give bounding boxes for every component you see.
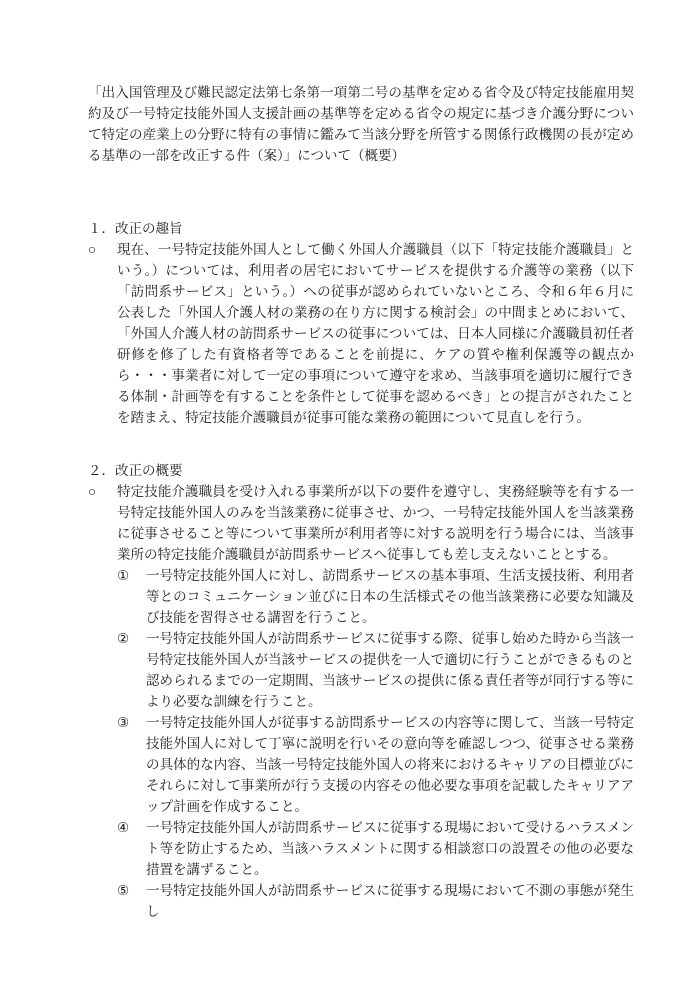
numbered-item-3 xyxy=(88,712,634,817)
section-revision-purpose xyxy=(88,218,634,428)
section-2-lead-paragraph xyxy=(88,481,634,565)
numbered-item-4 xyxy=(88,817,634,880)
circled-number-2-marker: ② xyxy=(117,631,130,646)
circled-number-3-marker: ③ xyxy=(117,715,130,730)
section-1-heading: １．改正の趣旨 xyxy=(88,221,183,236)
numbered-item-text: 一号特定技能外国人に対し、訪問系サービスの基本事項、生活支援技術、利用者等とのコミュニケーション並びに日本の生活様式その他当該業務に必要な知識及び技能を習得させる講習を行うこと。 xyxy=(146,568,634,625)
circled-number-4-marker: ④ xyxy=(117,820,130,835)
section-2-heading: ２．改正の概要 xyxy=(88,463,183,478)
paragraph-text: 特定技能介護職員を受け入れる事業所が以下の要件を遵守し、実務経験等を有する一号特定技能外国人のみを当該業務に従事させ、かつ、一号特定技能外国人を当該業務に従事させること等について事業所が利用者等に対する説明を行う場合には、当該事業所の特定技能介護職員が訪問系サービスへ従事しても差し支えないこととする。 xyxy=(117,484,634,562)
circle-marker: ○ xyxy=(88,484,97,499)
section-revision-outline xyxy=(88,460,634,922)
numbered-item-text: 一号特定技能外国人が訪問系サービスに従事する際、従事し始めた時から当該一号特定技能外国人が当該サービスの提供を一人で適切に行うことができるものと認められるまでの一定期間、当該サービスの提供に係る責任者等が同行する等により必要な訓練を行うこと。 xyxy=(146,631,634,709)
numbered-item-2 xyxy=(88,628,634,712)
numbered-item-text: 一号特定技能外国人が訪問系サービスに従事する現場において受けるハラスメント等を防止するため、当該ハラスメントに関する相談窓口の設置その他の必要な措置を講ずること。 xyxy=(146,820,634,877)
circled-number-5-marker: ⑤ xyxy=(117,883,130,898)
numbered-item-5 xyxy=(88,880,634,922)
numbered-item-text: 一号特定技能外国人が従事する訪問系サービスの内容等に関して、当該一号特定技能外国人に対して丁寧に説明を行いその意向等を確認しつつ、従事させる業務の具体的な内容、当該一号特定技能外国人の将来におけるキャリアの目標並びにそれらに対して事業所が行う支援の内容その他必要な事項を記載したキャリアアップ計画を作成すること。 xyxy=(146,715,634,814)
circle-marker: ○ xyxy=(88,242,97,257)
document-title: 「出入国管理及び難民認定法第七条第一項第二号の基準を定める省令及び特定技能雇用契約及び一号特定技能外国人支援計画の基準等を定める省令の規定に基づき介護分野について特定の産業上の分野に特有の事情に鑑みて当該分野を所管する関係行政機関の長が定める基準の一部を改正する件（案）」について（概要） xyxy=(88,85,634,163)
numbered-item-1 xyxy=(88,565,634,628)
paragraph-text: 現在、一号特定技能外国人として働く外国人介護職員（以下「特定技能介護職員」という。）については、利用者の居宅においてサービスを提供する介護等の業務（以下「訪問系サービス」という。）への従事が認められていないところ、令和６年６月に公表した「外国人介護人材の業務の在り方に関する検討会」の中間まとめにおいて、「外国人介護人材の訪問系サービスの従事については、日本人同様に介護職員初任者研修を修了した有資格者等であることを前提に、ケアの質や権利保護等の観点から・・・事業者に対して一定の事項について遵守を求め、当該事項を適切に履行できる体制・計画等を有することを条件として従事を認めるべき」との提言がされたことを踏まえ、特定技能介護職員が従事可能な業務の範囲について見直しを行う。 xyxy=(117,242,634,425)
section-1-paragraph xyxy=(88,239,634,428)
numbered-item-text: 一号特定技能外国人が訪問系サービスに従事する現場において不測の事態が発生し xyxy=(146,883,634,919)
circled-number-1-marker: ① xyxy=(117,568,130,583)
